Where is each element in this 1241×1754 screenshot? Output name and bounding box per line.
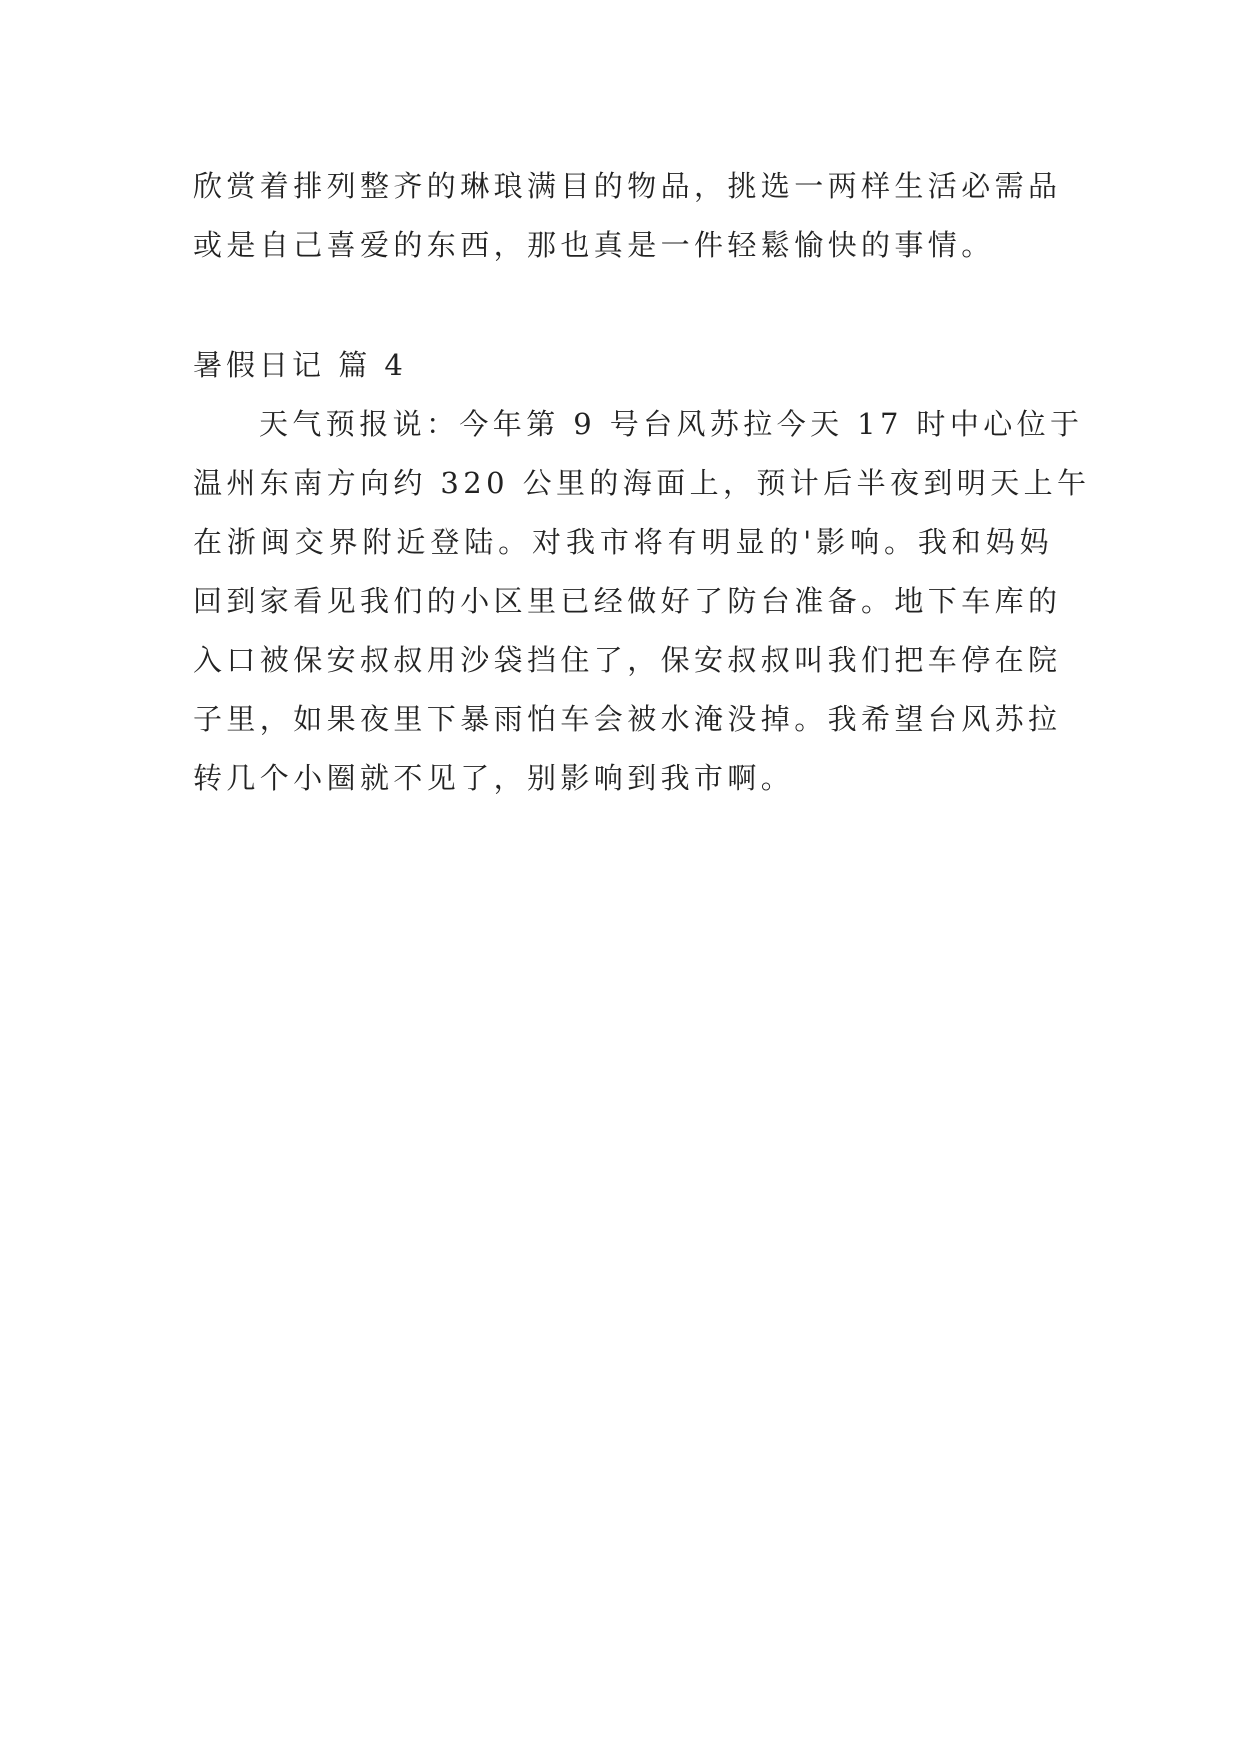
paragraph-2-line-7: 转几个小圈就不见了，别影响到我市啊。 <box>193 761 795 795</box>
section-heading: 暑假日记 篇 4 <box>193 348 407 382</box>
paragraph-2-line-6: 子里，如果夜里下暴雨怕车会被水淹没掉。我希望台风苏拉 <box>193 702 1062 736</box>
paragraph-1-line-1: 欣赏着排列整齐的琳琅满目的物品，挑选一两样生活必需品 <box>193 169 1062 203</box>
paragraph-2-line-1: 天气预报说：今年第 9 号台风苏拉今天 17 时中心位于 <box>259 407 1084 441</box>
paragraph-2-line-3: 在浙闽交界附近登陆。对我市将有明显的'影响。我和妈妈 <box>193 525 1053 559</box>
paragraph-2-line-5: 入口被保安叔叔用沙袋挡住了，保安叔叔叫我们把车停在院 <box>193 643 1062 677</box>
paragraph-2-line-2: 温州东南方向约 320 公里的海面上，预计后半夜到明天上午 <box>193 466 1091 500</box>
paragraph-1-line-2: 或是自己喜爱的东西，那也真是一件轻鬆愉快的事情。 <box>193 228 995 262</box>
paragraph-2-line-4: 回到家看见我们的小区里已经做好了防台准备。地下车库的 <box>193 584 1062 618</box>
